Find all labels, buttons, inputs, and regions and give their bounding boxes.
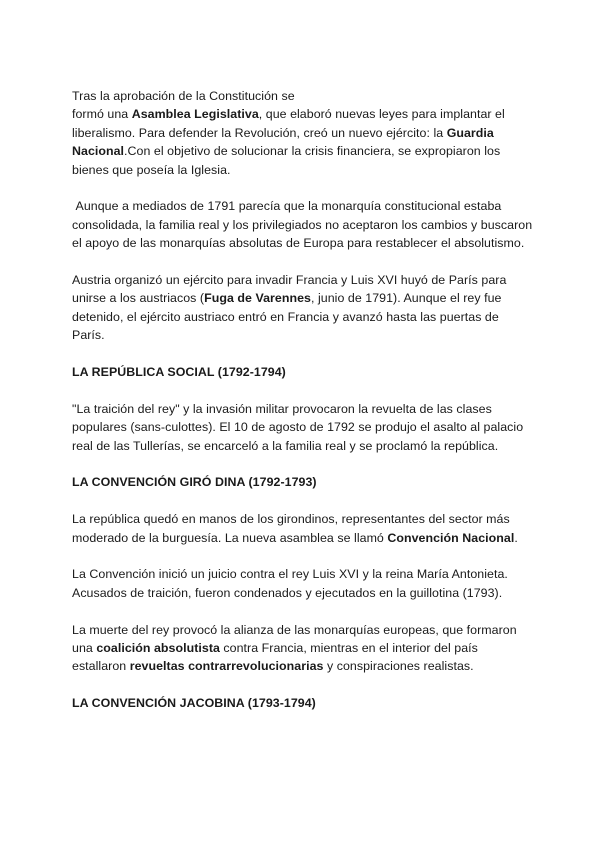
bold-term: Fuga de Varennes <box>204 291 311 306</box>
paragraph-asamblea-legislativa <box>72 87 534 179</box>
paragraph-text: , junio de 1791). Aunque el rey fue detenido, el ejército austriaco entró en Francia y avanzó hasta las puertas de París. <box>72 291 502 343</box>
paragraph-text: , que elaboró nuevas leyes para implantar el liberalismo. Para defender la Revolución, creó un nuevo ejército: la <box>72 107 505 140</box>
paragraph-text: formó una <box>72 107 132 122</box>
document-page <box>72 87 534 731</box>
bold-term: Guardia Nacional <box>72 125 494 159</box>
paragraph-monarquia-constitucional: Aunque a mediados de 1791 parecía que la monarquía constitucional estaba consolidada, la familia real y los privilegiados no aceptaron los cambios y buscaron el apoyo de las monarquías absolutas de Europa para restablecer el absolutismo. <box>72 199 536 251</box>
paragraph-text: y conspiraciones realistas. <box>323 659 474 674</box>
paragraph-text: . <box>514 530 518 545</box>
paragraph-text: La república quedó en manos de los girondinos, representantes del sector más moderado de la burguesía. La nueva asamblea se llamó <box>72 512 510 545</box>
heading-convencion-girondina: LA CONVENCIÓN GIRÓ DINA (1792-1793) <box>72 475 317 490</box>
paragraph-text: .Con el objetivo de solucionar la crisis financiera, se expropiaron los bienes que poseía la Iglesia. <box>72 144 501 177</box>
paragraph-revuelta: "La traición del rey" y la invasión militar provocaron la revuelta de las clases populares (sans-culottes). El 10 de agosto de 1792 se produjo el asalto al palacio real de las Tullerías, se encarceló a la familia real y se proclamó la república. <box>72 401 524 453</box>
paragraph-fuga-varennes <box>72 271 534 345</box>
paragraph-coalicion <box>72 621 534 676</box>
paragraph-first-line: Tras la aprobación de la Constitución se <box>72 89 295 103</box>
heading-convencion-jacobina: LA CONVENCIÓN JACOBINA (1793-1794) <box>72 696 316 711</box>
paragraph-text: La muerte del rey provocó la alianza de las monarquías europeas, que formaron una <box>72 622 517 656</box>
paragraph-juicio-rey: La Convención inició un juicio contra el rey Luis XVI y la reina María Antonieta. Acusados de traición, fueron condenados y ejecutados en la guillotina (1793). <box>72 567 508 600</box>
bold-term: Asamblea Legislativa <box>131 107 259 122</box>
paragraph-text: contra Francia, mientras en el interior del país estallaron <box>72 641 478 674</box>
heading-republica-social: LA REPÚBLICA SOCIAL (1792-1794) <box>72 365 286 380</box>
bold-term: revueltas contrarrevolucionarias <box>129 659 324 674</box>
bold-term: Convención Nacional <box>387 530 515 545</box>
paragraph-text: Austria organizó un ejército para invadir Francia y Luis XVI huyó de París para unirse a los austriacos ( <box>72 273 507 306</box>
paragraph-girondinos <box>72 510 534 547</box>
bold-term: coalición absolutista <box>96 641 220 656</box>
